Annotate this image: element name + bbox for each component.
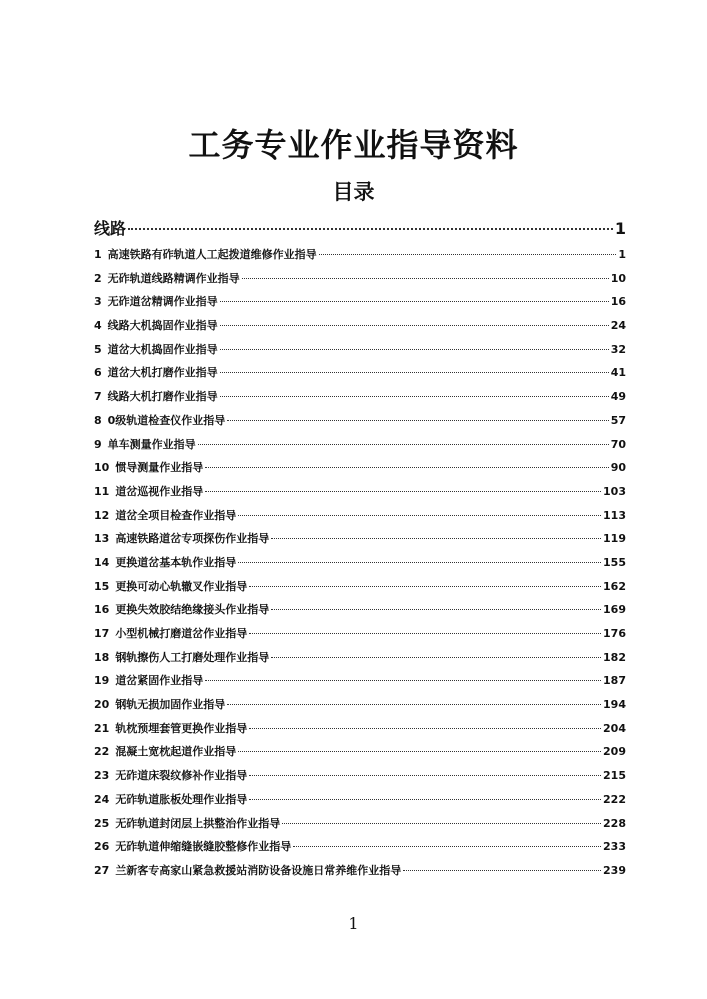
toc-entry-row[interactable]: [94, 341, 626, 365]
toc-entry-number: 20: [94, 698, 110, 712]
toc-entry-number: 15: [94, 579, 110, 593]
toc-entry-row[interactable]: [94, 696, 626, 720]
toc-entry-title: 轨枕预埋套管更换作业指导: [115, 721, 248, 735]
dot-leader: [238, 562, 601, 563]
toc-entry-number: 23: [94, 769, 110, 783]
toc-entry-page: 57: [610, 413, 626, 427]
toc-entry-number: 24: [94, 792, 110, 806]
toc-entry-row[interactable]: [94, 388, 626, 412]
toc-entry-row[interactable]: [94, 364, 626, 388]
dot-leader: [198, 444, 609, 445]
toc-entry-number: 11: [94, 484, 110, 498]
toc-entry-page: 209: [603, 745, 626, 759]
dot-leader: [242, 278, 609, 279]
toc-entry-number: 4: [94, 319, 102, 333]
toc-entry-row[interactable]: [94, 507, 626, 531]
dot-leader: [271, 538, 601, 539]
toc-entry-page: 70: [610, 437, 626, 451]
toc-entry-row[interactable]: [94, 672, 626, 696]
page-number: 1: [348, 914, 359, 933]
toc-entry-title: 无砟轨道胀板处理作业指导: [115, 792, 248, 806]
toc-entry-number: 2: [94, 271, 102, 285]
toc-entry-page: 204: [603, 721, 626, 735]
dot-leader: [205, 491, 601, 492]
dot-leader: [205, 680, 601, 681]
toc-entry-page: 233: [603, 840, 626, 854]
toc-entry-title: 更换道岔基本轨作业指导: [115, 555, 237, 569]
dot-leader: [249, 728, 601, 729]
dot-leader: [220, 396, 609, 397]
toc-entry-page: 16: [610, 295, 626, 309]
toc-entry-page: 103: [603, 484, 626, 498]
toc-entry-title: 无砟轨道线路精调作业指导: [107, 271, 240, 285]
toc-entry-number: 21: [94, 721, 110, 735]
dot-leader: [249, 775, 601, 776]
toc-entry-title: 道岔巡视作业指导: [115, 484, 204, 498]
toc-entry-number: 19: [94, 674, 110, 688]
dot-leader: [128, 228, 613, 230]
toc-entry-title: 0级轨道检查仪作业指导: [107, 413, 226, 427]
dot-leader: [293, 846, 601, 847]
toc-entry-title: 道岔大机打磨作业指导: [107, 366, 218, 380]
toc-entry-page: 10: [610, 271, 626, 285]
toc-entry-row[interactable]: [94, 270, 626, 294]
toc-entry-title: 钢轨擦伤人工打磨处理作业指导: [115, 650, 270, 664]
toc-entry-number: 5: [94, 342, 102, 356]
toc-entry-row[interactable]: [94, 743, 626, 767]
toc-entry-number: 26: [94, 840, 110, 854]
toc-entry-page: 113: [603, 508, 626, 522]
toc-entry-row[interactable]: [94, 862, 626, 886]
toc-entry-number: 12: [94, 508, 110, 522]
toc-entry-number: 1: [94, 248, 102, 261]
toc-entry-page: 49: [610, 390, 626, 404]
toc-entry-number: 8: [94, 413, 102, 427]
toc-entry-title: 道岔大机捣固作业指导: [107, 342, 218, 356]
toc-entry-title: 混凝土宽枕起道作业指导: [115, 745, 237, 759]
dot-leader: [227, 704, 601, 705]
toc-entry-row[interactable]: [94, 767, 626, 791]
dot-leader: [238, 751, 601, 752]
toc-entry-number: 16: [94, 603, 110, 617]
toc-entry-page: 176: [603, 627, 626, 640]
dot-leader: [220, 372, 609, 373]
toc-entry-title: 高速铁路道岔专项探伤作业指导: [115, 532, 270, 546]
toc-entry-page: 187: [603, 674, 626, 688]
toc-entry-page: 162: [603, 579, 626, 593]
toc-entry-row[interactable]: [94, 459, 626, 483]
toc-entry-page: 222: [603, 792, 626, 806]
document-title: 工务专业作业指导资料: [188, 126, 519, 164]
toc-entry-number: 9: [94, 437, 102, 451]
toc-entry-title: 更换失效胶结绝缘接头作业指导: [115, 603, 270, 617]
toc-entry-page: 215: [603, 769, 626, 783]
table-of-contents: [94, 216, 626, 886]
dot-leader: [271, 609, 601, 610]
toc-entry-row[interactable]: [94, 317, 626, 341]
toc-entry-row[interactable]: [94, 412, 626, 436]
dot-leader: [205, 467, 608, 468]
dot-leader: [238, 515, 601, 516]
toc-entry-page: 119: [603, 532, 626, 546]
toc-entry-row[interactable]: [94, 436, 626, 460]
toc-entry-row[interactable]: [94, 246, 626, 270]
toc-entry-title: 道岔全项目检查作业指导: [115, 508, 237, 522]
toc-entry-title: 无砟道岔精调作业指导: [107, 295, 218, 309]
toc-entry-page: 1: [618, 248, 626, 261]
toc-entry-row[interactable]: [94, 293, 626, 317]
dot-leader: [249, 633, 601, 634]
toc-entry-title: 无砟轨道伸缩缝嵌缝胶整修作业指导: [115, 840, 292, 854]
toc-entry-row[interactable]: [94, 649, 626, 673]
dot-leader: [249, 799, 601, 800]
toc-entry-page: 228: [603, 816, 626, 830]
dot-leader: [220, 349, 609, 350]
toc-entry-row[interactable]: [94, 483, 626, 507]
toc-entry-number: 17: [94, 627, 110, 640]
toc-entry-page: 169: [603, 603, 626, 617]
toc-entry-title: 更换可动心轨辙叉作业指导: [115, 579, 248, 593]
toc-section-label: 线路: [94, 219, 127, 238]
toc-entries: [94, 246, 626, 886]
toc-entry-number: 14: [94, 555, 110, 569]
toc-entry-title: 高速铁路有砟轨道人工起拨道维修作业指导: [107, 248, 317, 261]
toc-entry-page: 32: [610, 342, 626, 356]
toc-entry-number: 22: [94, 745, 110, 759]
toc-entry-number: 6: [94, 366, 102, 380]
toc-entry-number: 13: [94, 532, 110, 546]
toc-entry-title: 无砟道床裂纹修补作业指导: [115, 769, 248, 783]
toc-entry-row[interactable]: [94, 554, 626, 578]
toc-entry-page: 155: [603, 555, 626, 569]
toc-entry-number: 18: [94, 650, 110, 664]
toc-section-page: 1: [614, 219, 626, 238]
toc-entry-title: 无砟轨道封闭层上拱整治作业指导: [115, 816, 281, 830]
dot-leader: [220, 301, 609, 302]
toc-entry-page: 24: [610, 319, 626, 333]
toc-entry-row[interactable]: [94, 601, 626, 625]
dot-leader: [271, 657, 601, 658]
toc-entry-row[interactable]: [94, 720, 626, 744]
toc-section-row[interactable]: [94, 216, 626, 246]
toc-entry-page: 194: [603, 698, 626, 712]
toc-entry-number: 25: [94, 816, 110, 830]
toc-entry-row[interactable]: [94, 578, 626, 602]
toc-entry-page: 41: [610, 366, 626, 380]
toc-entry-number: 7: [94, 390, 102, 404]
toc-entry-number: 27: [94, 863, 110, 877]
toc-entry-title: 道岔紧固作业指导: [115, 674, 204, 688]
toc-entry-page: 182: [603, 650, 626, 664]
toc-entry-title: 兰新客专高家山紧急救援站消防设备设施日常养维作业指导: [115, 863, 402, 877]
toc-entry-row[interactable]: [94, 838, 626, 862]
toc-entry-row[interactable]: [94, 791, 626, 815]
toc-entry-number: 10: [94, 461, 110, 475]
toc-entry-row[interactable]: [94, 625, 626, 649]
dot-leader: [249, 586, 601, 587]
dot-leader: [227, 420, 608, 421]
dot-leader: [403, 870, 601, 871]
toc-entry-row[interactable]: [94, 815, 626, 839]
toc-entry-title: 钢轨无损加固作业指导: [115, 698, 226, 712]
toc-entry-row[interactable]: [94, 530, 626, 554]
toc-heading: 目录: [332, 180, 375, 204]
toc-entry-title: 线路大机打磨作业指导: [107, 390, 218, 404]
toc-entry-title: 小型机械打磨道岔作业指导: [115, 627, 248, 640]
toc-entry-number: 3: [94, 295, 102, 309]
toc-entry-page: 239: [603, 863, 626, 877]
toc-entry-title: 线路大机捣固作业指导: [107, 319, 218, 333]
toc-entry-page: 90: [610, 461, 626, 475]
toc-entry-title: 单车测量作业指导: [107, 437, 196, 451]
dot-leader: [319, 254, 617, 255]
toc-entry-title: 惯导测量作业指导: [115, 461, 204, 475]
dot-leader: [282, 823, 601, 824]
dot-leader: [220, 325, 609, 326]
